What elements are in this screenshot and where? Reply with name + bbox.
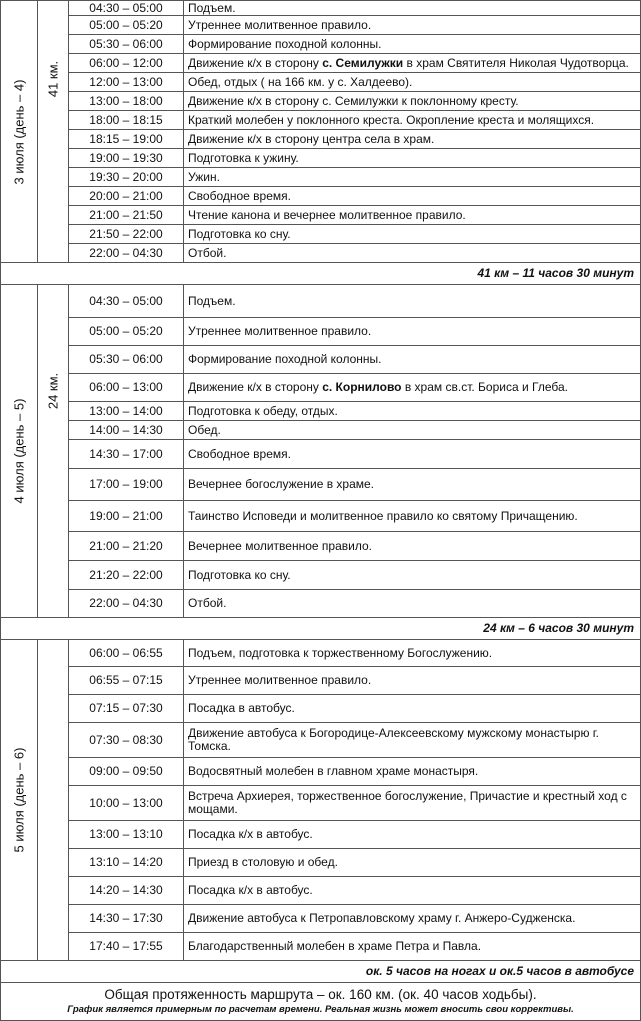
time-range: 14:20 – 14:30 (69, 877, 184, 905)
schedule-row (1, 54, 641, 73)
activity-description: Утреннее молитвенное правило. (184, 667, 641, 695)
time-range: 14:30 – 17:00 (69, 440, 184, 469)
time-range: 14:30 – 17:30 (69, 905, 184, 933)
schedule-row (1, 318, 641, 346)
day-summary-row (1, 961, 641, 983)
time-range: 21:00 – 21:20 (69, 532, 184, 561)
schedule-row (1, 35, 641, 54)
time-range: 22:00 – 04:30 (69, 590, 184, 618)
time-range: 12:00 – 13:00 (69, 73, 184, 92)
activity-description (184, 374, 641, 402)
schedule-row (1, 532, 641, 561)
schedule-disclaimer: График является примерным по расчетам времени. Реальная жизнь может вносить свои коррективы. (67, 1004, 574, 1015)
time-range: 05:00 – 05:20 (69, 16, 184, 35)
distance-cell (38, 640, 69, 961)
activity-description: Обед. (184, 421, 641, 440)
time-range: 19:00 – 19:30 (69, 149, 184, 168)
schedule-row (1, 225, 641, 244)
schedule-row (1, 640, 641, 667)
schedule-row (1, 206, 641, 225)
activity-description: Подъем. (184, 1, 641, 16)
schedule-row (1, 168, 641, 187)
activity-description: Подготовка к обеду, отдых. (184, 402, 641, 421)
day-summary: ок. 5 часов на ногах и ок.5 часов в автобусе (1, 961, 641, 983)
time-range: 19:00 – 21:00 (69, 501, 184, 532)
time-range: 07:15 – 07:30 (69, 695, 184, 723)
activity-description: Утреннее молитвенное правило. (184, 16, 641, 35)
activity-description: Посадка к/х в автобус. (184, 877, 641, 905)
activity-text: Движение к/х в сторону (188, 380, 323, 394)
activity-description: Встреча Архиерея, торжественное богослужение, Причастие и крестный ход с мощами. (184, 786, 641, 821)
time-range: 06:00 – 12:00 (69, 54, 184, 73)
day-label-cell (1, 640, 38, 961)
activity-description: Посадка в автобус. (184, 695, 641, 723)
activity-description: Формирование походной колонны. (184, 35, 641, 54)
route-total-length: Общая протяженность маршрута – ок. 160 км. (ок. 40 часов ходьбы). (104, 987, 537, 1002)
schedule-row (1, 130, 641, 149)
destination-village: с. Корнилово (322, 380, 402, 394)
time-range: 13:00 – 13:10 (69, 821, 184, 849)
time-range: 13:10 – 14:20 (69, 849, 184, 877)
activity-description: Движение автобуса к Богородице-Алексеевскому мужскому монастырю г. Томска. (184, 723, 641, 758)
activity-description: Движение автобуса к Петропавловскому храму г. Анжеро-Судженска. (184, 905, 641, 933)
time-range: 10:00 – 13:00 (69, 786, 184, 821)
schedule-row (1, 92, 641, 111)
time-range: 21:00 – 21:50 (69, 206, 184, 225)
schedule-row (1, 849, 641, 877)
time-range: 04:30 – 05:00 (69, 285, 184, 318)
schedule-row (1, 561, 641, 590)
time-range: 21:20 – 22:00 (69, 561, 184, 590)
activity-description: Таинство Исповеди и молитвенное правило ко святому Причащению. (184, 501, 641, 532)
time-range: 19:30 – 20:00 (69, 168, 184, 187)
schedule-row (1, 1, 641, 16)
activity-description: Подготовка ко сну. (184, 561, 641, 590)
activity-description: Краткий молебен у поклонного креста. Окропление креста и молящихся. (184, 111, 641, 130)
time-range: 04:30 – 05:00 (69, 1, 184, 16)
activity-description: Чтение канона и вечернее молитвенное правило. (184, 206, 641, 225)
time-range: 05:30 – 06:00 (69, 35, 184, 54)
activity-text: Движение к/х в сторону (188, 55, 323, 70)
distance-cell (38, 1, 69, 263)
time-range: 18:15 – 19:00 (69, 130, 184, 149)
day-distance: 24 км. (45, 373, 61, 410)
time-range: 09:00 – 09:50 (69, 758, 184, 786)
schedule-row (1, 933, 641, 961)
schedule-row (1, 667, 641, 695)
schedule-row (1, 73, 641, 92)
activity-description: Приезд в столовую и обед. (184, 849, 641, 877)
activity-text: в храм св.ст. Бориса и Глеба. (401, 380, 568, 394)
schedule-row (1, 244, 641, 263)
schedule-row (1, 501, 641, 532)
schedule-row (1, 346, 641, 374)
activity-description: Движение к/х в сторону центра села в храм. (184, 130, 641, 149)
time-range: 17:40 – 17:55 (69, 933, 184, 961)
destination-village: с. Семилужки (322, 55, 404, 70)
activity-description: Формирование походной колонны. (184, 346, 641, 374)
time-range: 06:00 – 06:55 (69, 640, 184, 667)
day-label-cell (1, 1, 38, 263)
schedule-row (1, 440, 641, 469)
time-range: 07:30 – 08:30 (69, 723, 184, 758)
schedule-row (1, 469, 641, 501)
time-range: 21:50 – 22:00 (69, 225, 184, 244)
day-label: 3 июля (день – 4) (11, 79, 27, 184)
schedule-row (1, 285, 641, 318)
schedule-row (1, 402, 641, 421)
route-footer (0, 983, 641, 1021)
schedule-row (1, 723, 641, 758)
activity-description: Ужин. (184, 168, 641, 187)
schedule-row (1, 877, 641, 905)
activity-description: Обед, отдых ( на 166 км. у с. Халдеево). (184, 73, 641, 92)
schedule-row (1, 786, 641, 821)
time-range: 22:00 – 04:30 (69, 244, 184, 263)
time-range: 18:00 – 18:15 (69, 111, 184, 130)
schedule-row (1, 421, 641, 440)
activity-description: Посадка к/х в автобус. (184, 821, 641, 849)
schedule-row (1, 374, 641, 402)
time-range: 13:00 – 14:00 (69, 402, 184, 421)
distance-cell (38, 285, 69, 618)
time-range: 05:00 – 05:20 (69, 318, 184, 346)
activity-description: Свободное время. (184, 187, 641, 206)
schedule-row (1, 695, 641, 723)
time-range: 13:00 – 18:00 (69, 92, 184, 111)
time-range: 20:00 – 21:00 (69, 187, 184, 206)
activity-description: Свободное время. (184, 440, 641, 469)
day-label: 5 июля (день – 6) (11, 747, 27, 853)
activity-description: Благодарственный молебен в храме Петра и Павла. (184, 933, 641, 961)
day-summary-row (1, 618, 641, 640)
time-range: 14:00 – 14:30 (69, 421, 184, 440)
schedule-row (1, 16, 641, 35)
day-summary: 24 км – 6 часов 30 минут (1, 618, 641, 640)
activity-text: в храм Святителя Николая Чудотворца. (403, 55, 629, 70)
activity-description (184, 54, 641, 73)
time-range: 06:00 – 13:00 (69, 374, 184, 402)
schedule-row (1, 149, 641, 168)
activity-description: Подготовка ко сну. (184, 225, 641, 244)
activity-description: Вечернее богослужение в храме. (184, 469, 641, 501)
schedule-row (1, 758, 641, 786)
activity-description: Водосвятный молебен в главном храме монастыря. (184, 758, 641, 786)
day-label-cell (1, 285, 38, 618)
day-summary-row (1, 263, 641, 285)
activity-description: Подготовка к ужину. (184, 149, 641, 168)
schedule-row (1, 187, 641, 206)
activity-description: Движение к/х в сторону с. Семилужки к поклонному кресту. (184, 92, 641, 111)
activity-description: Утреннее молитвенное правило. (184, 318, 641, 346)
activity-description: Подъем. (184, 285, 641, 318)
activity-description: Отбой. (184, 590, 641, 618)
activity-description: Подъем, подготовка к торжественному Богослужению. (184, 640, 641, 667)
schedule-row (1, 821, 641, 849)
time-range: 17:00 – 19:00 (69, 469, 184, 501)
day-summary: 41 км – 11 часов 30 минут (1, 263, 641, 285)
day-distance: 41 км. (45, 61, 61, 98)
schedule-row (1, 590, 641, 618)
schedule-row (1, 905, 641, 933)
activity-description: Вечернее молитвенное правило. (184, 532, 641, 561)
activity-description: Отбой. (184, 244, 641, 263)
schedule-row (1, 111, 641, 130)
day-label: 4 июля (день – 5) (11, 398, 27, 504)
time-range: 05:30 – 06:00 (69, 346, 184, 374)
time-range: 06:55 – 07:15 (69, 667, 184, 695)
